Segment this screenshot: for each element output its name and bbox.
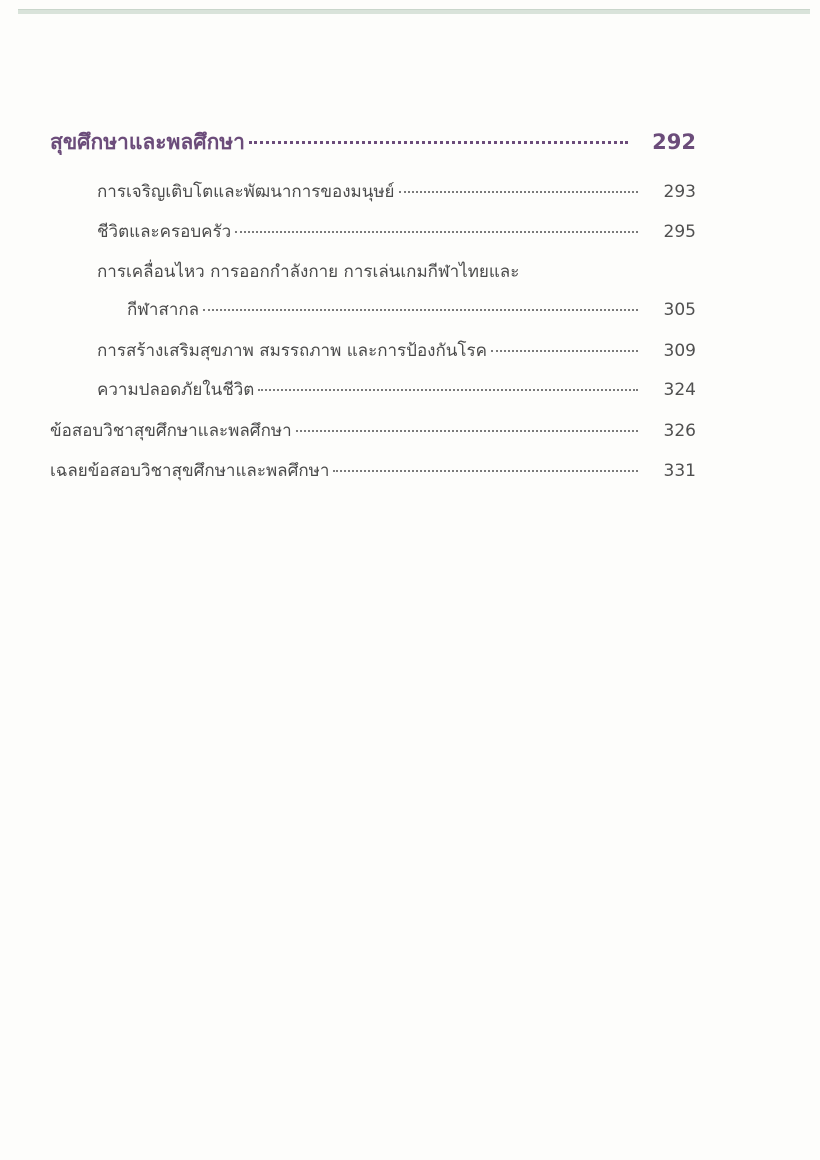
toc-entry-title: การเจริญเติบโตและพัฒนาการของมนุษย์	[97, 182, 395, 202]
toc-entry[interactable]	[97, 180, 696, 204]
toc-exam-entry[interactable]	[50, 419, 696, 443]
toc-entry-page: 331	[663, 461, 696, 481]
toc-section-heading[interactable]	[50, 128, 696, 156]
toc-entry-title: ข้อสอบวิชาสุขศึกษาและพลศึกษา	[50, 421, 292, 441]
toc-entry-title: เฉลยข้อสอบวิชาสุขศึกษาและพลศึกษา	[50, 461, 330, 481]
toc-entry-title: ชีวิตและครอบครัว	[97, 222, 232, 242]
toc-entry[interactable]	[97, 339, 696, 363]
toc-entry-page: 324	[663, 380, 696, 400]
dot-leader	[333, 470, 638, 472]
toc-entry-title: การสร้างเสริมสุขภาพ สมรรถภาพ และการป้องกันโรค	[97, 341, 488, 361]
toc-entry[interactable]	[97, 220, 696, 244]
toc-entry-first-line[interactable]	[97, 260, 519, 284]
toc-entry-title: ความปลอดภัยในชีวิต	[97, 380, 255, 400]
toc-entry-page: 293	[663, 182, 696, 202]
toc-entry-title: การเคลื่อนไหว การออกกำลังกาย การเล่นเกมกีฬาไทยและ	[97, 262, 520, 282]
toc-section-title: สุขศึกษาและพลศึกษา	[50, 130, 245, 154]
dot-leader	[258, 389, 638, 391]
toc-entry-page: 295	[663, 222, 696, 242]
dot-leader	[296, 430, 638, 432]
dot-leader	[203, 309, 638, 311]
dot-leader	[235, 231, 638, 233]
toc-entry[interactable]	[97, 378, 696, 402]
toc-exam-entry[interactable]	[50, 459, 696, 483]
dot-leader	[399, 191, 639, 193]
toc-entry-title-continued: กีฬาสากล	[127, 300, 200, 320]
toc-entry-page: 305	[663, 300, 696, 320]
dot-leader	[491, 350, 638, 352]
toc-section-page: 292	[652, 130, 696, 154]
toc-entry[interactable]	[127, 298, 696, 322]
toc-entry-page: 326	[663, 421, 696, 441]
dot-leader	[249, 141, 628, 144]
toc-entry-page: 309	[663, 341, 696, 361]
